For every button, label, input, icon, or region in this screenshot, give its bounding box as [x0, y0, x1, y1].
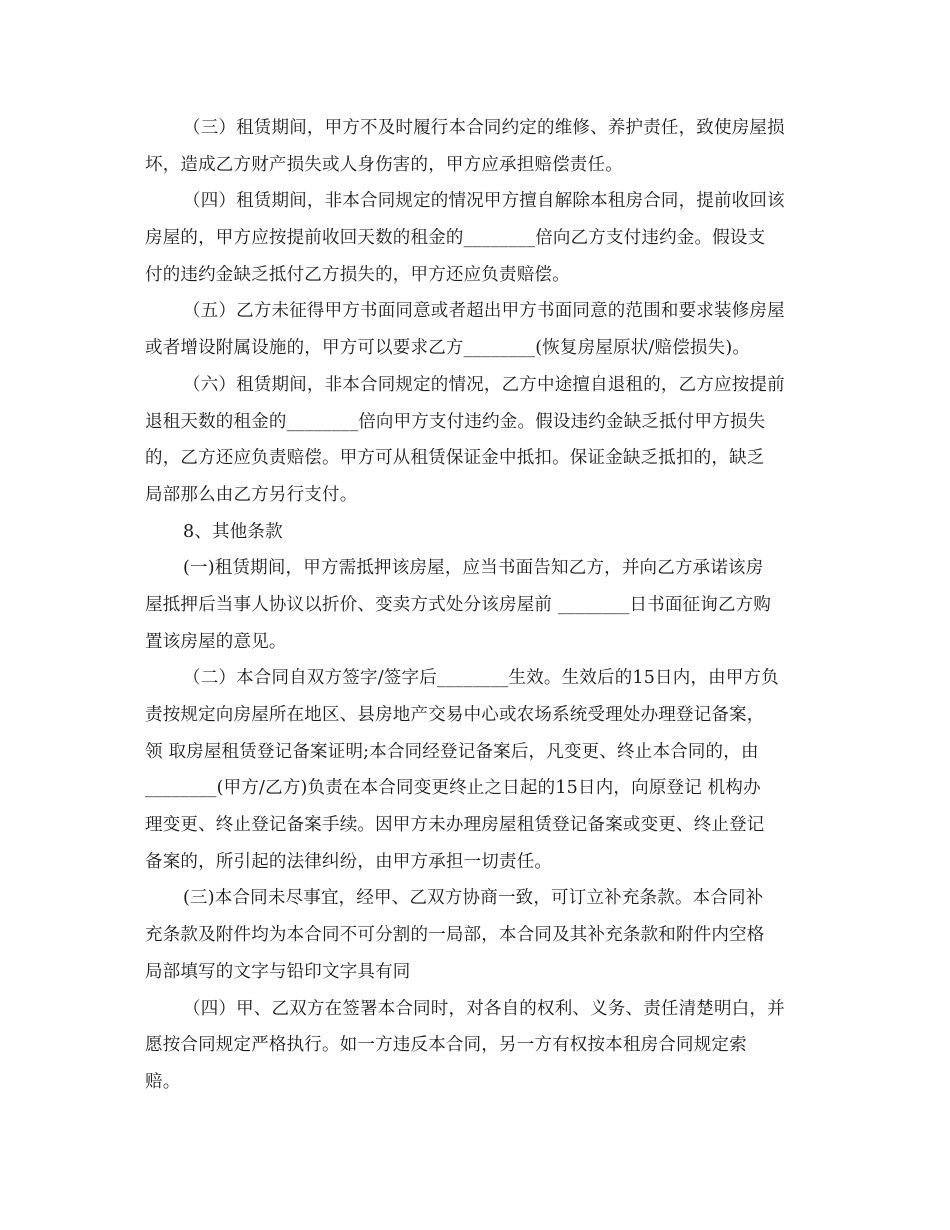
other-clause-3-line-2: 充条款及附件均为本合同不可分割的一局部，本合同及其补充条款和附件内空格 [145, 925, 765, 946]
other-clause-1-line-2: 屋抵押后当事人协议以折价、变卖方式处分该房屋前 ________日书面征询乙方购 [145, 594, 772, 615]
other-clause-4-line-3: 赔。 [145, 1071, 181, 1092]
clause-6-line-1: （六）租赁期间，非本合同规定的情况，乙方中途擅自退租的，乙方应按提前 [183, 374, 785, 395]
other-clause-2-line-1: （二）本合同自双方签字/签字后________生效。生效后的15日内，由甲方负 [183, 668, 779, 689]
other-clause-1-line-3: 置该房屋的意见。 [145, 631, 287, 652]
clause-4-line-3: 付的违约金缺乏抵付乙方损失的，甲方还应负责赔偿。 [145, 264, 570, 285]
other-clause-4-line-2: 愿按合同规定严格执行。如一方违反本合同，另一方有权按本租房合同规定索 [145, 1035, 747, 1056]
clause-4-line-1: （四）租赁期间，非本合同规定的情况甲方擅自解除本租房合同，提前收回该 [183, 191, 785, 212]
document-body [145, 116, 815, 1107]
other-clause-4-line-1: （四）甲、乙双方在签署本合同时，对各自的权利、义务、责任清楚明白，并 [183, 998, 785, 1019]
clause-6-line-2: 退租天数的租金的________倍向甲方支付违约金。假设违约金缺乏抵付甲方损失 [145, 411, 766, 432]
clause-3-line-1: （三）租赁期间，甲方不及时履行本合同约定的维修、养护责任，致使房屋损 [183, 118, 785, 138]
clause-6-line-4: 局部那么由乙方另行支付。 [145, 484, 358, 505]
clause-5-line-2: 或者增设附属设施的，甲方可以要求乙方________(恢复房屋原状/赔偿损失)。 [145, 338, 751, 359]
other-clause-2-line-6: 备案的，所引起的法律纠纷，由甲方承担一切责任。 [145, 851, 553, 872]
other-clause-2-line-2: 责按规定向房屋所在地区、县房地产交易中心或农场系统受理处办理登记备案， [145, 705, 765, 725]
clause-5-line-1: （五）乙方未征得甲方书面同意或者超出甲方书面同意的范围和要求装修房屋 [183, 301, 785, 322]
other-clause-3-line-1: (三)本合同未尽事宜，经甲、乙双方协商一致，可订立补充条款。本合同补 [183, 888, 764, 909]
other-clause-1-line-1: (一)租赁期间，甲方需抵押该房屋，应当书面告知乙方，并向乙方承诺该房 [183, 558, 764, 579]
other-clause-2-line-4: ________(甲方/乙方)负责在本合同变更终止之日起的15日内，向原登记 机构办 [145, 778, 761, 799]
other-clause-2-line-5: 理变更、终止登记备案手续。因甲方未办理房屋租赁登记备案或变更、终止登记 [145, 815, 765, 836]
other-clause-3-line-3: 局部填写的文字与铅印文字具有同 [145, 961, 411, 982]
section-heading: 8、其他条款 [183, 521, 283, 542]
other-clause-2-line-3: 领 取房屋租赁登记备案证明;本合同经登记备案后，凡变更、终止本合同的，由 [145, 741, 759, 762]
clause-6-line-3: 的，乙方还应负责赔偿。甲方可从租赁保证金中抵扣。保证金缺乏抵扣的，缺乏 [145, 448, 765, 469]
clause-3-line-2: 坏，造成乙方财产损失或人身伤害的，甲方应承担赔偿责任。 [145, 154, 623, 175]
clause-4-line-2: 房屋的，甲方应按提前收回天数的租金的________倍向乙方支付违约金。假设支 [145, 228, 766, 249]
